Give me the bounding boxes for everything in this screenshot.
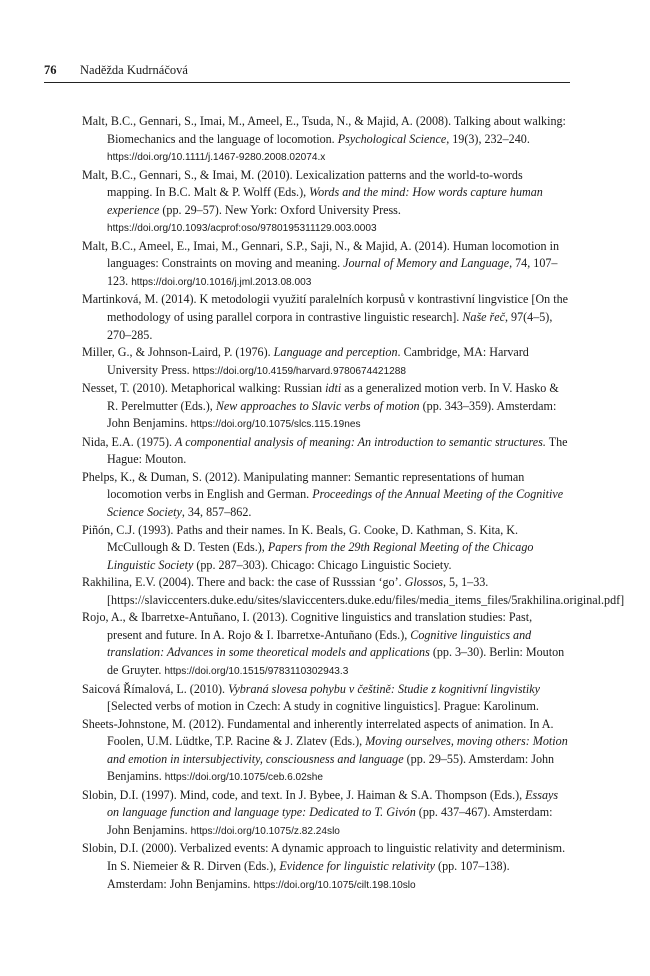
running-head-author: Naděžda Kudrnáčová <box>80 63 188 77</box>
doi-link[interactable]: https://doi.org/10.1016/j.jml.2013.08.003 <box>131 276 312 288</box>
doi-link[interactable]: https://doi.org/10.4159/harvard.9780674421288 <box>192 365 406 377</box>
page-number: 76 <box>44 63 57 77</box>
doi-link[interactable]: https://doi.org/10.1075/cilt.198.10slo <box>253 879 416 891</box>
doi-link[interactable]: https://doi.org/10.1515/9783110302943.3 <box>164 665 349 677</box>
reference-entry: Phelps, K., & Duman, S. (2012). Manipulating manner: Semantic representations of human locomotion verbs in English and German. Proceedings of the Annual Meeting of the Cognitive Science Society, 34, 857–862. <box>82 469 564 520</box>
doi-link[interactable]: https://doi.org/10.1111/j.1467-9280.2008.02074.x <box>107 152 326 164</box>
reference-entry: Malt, B.C., Ameel, E., Imai, M., Gennari, S.P., Saji, N., & Majid, A. (2014). Human locomotion in languages: Constraints on moving and meaning. Journal of Memory and Language, 74, 107–123. https://doi.org/10.1016/j.jml.2013.08.003 <box>82 238 559 288</box>
reference-list <box>82 113 625 894</box>
doi-link[interactable]: https://doi.org/10.1075/z.82.24slo <box>190 825 340 837</box>
reference-entry: Martinková, M. (2014). K metodologii využití paralelních korpusů v kontrastivní lingvistice [On the methodology of using parallel corpora in contrastive linguistic research]. Naše řeč, 97(4–5), 270–285. <box>82 292 569 342</box>
reference-entry: Sheets-Johnstone, M. (2012). Fundamental and inherently interrelated aspects of animation. In A. Foolen, U.M. Lüdtke, T.P. Racine & J. Zlatev (Eds.), Moving ourselves, moving others: Motion and emotion in intersubjectivity, consciousness and language (pp. 29–55). Amsterdam: John Benjamins. https://doi.org/10.1075/ceb.6.02she <box>82 716 568 784</box>
reference-entry: Saicová Římalová, L. (2010). Vybraná slovesa pohybu v češtině: Studie z kognitivní lingvistiky [Selected verbs of motion in Czech: A study in cognitive linguistics]. Prague: Karolinum. <box>82 681 541 714</box>
reference-entry: Nesset, T. (2010). Metaphorical walking: Russian idti as a generalized motion verb. In V. Hasko & R. Perelmutter (Eds.), New approaches to Slavic verbs of motion (pp. 343–359). Amsterdam: John Benjamins. https://doi.org/10.1075/slcs.115.19nes <box>82 381 559 431</box>
doi-link[interactable]: https://doi.org/10.1075/ceb.6.02she <box>164 772 324 784</box>
reference-entry: Malt, B.C., Gennari, S., & Imai, M. (2010). Lexicalization patterns and the world-to-words mapping. In B.C. Malt & P. Wolff (Eds.), Words and the mind: How words capture human experience (pp. 29–57). New York: Oxford University Press. https://doi.org/10.1093/acprof:oso/9780195311129.003.0003 <box>82 167 543 235</box>
reference-entry: Rakhilina, E.V. (2004). There and back: the case of Russsian ‘go’. Glossos, 5, 1–33. [https://slaviccenters.duke.edu/sites/slaviccenters.duke.edu/files/media_items_files/5rakhilina.original.pdf] <box>82 575 625 607</box>
reference-entry: Slobin, D.I. (1997). Mind, code, and text. In J. Bybee, J. Haiman & S.A. Thompson (Eds.), Essays on language function and language type: Dedicated to T. Givón (pp. 437–467). Amsterdam: John Benjamins. https://doi.org/10.1075/z.82.24slo <box>82 787 559 837</box>
reference-entry: Piñón, C.J. (1993). Paths and their names. In K. Beals, G. Cooke, D. Kathman, S. Kita, K. McCullough & D. Testen (Eds.), Papers from the 29th Regional Meeting of the Chicago Linguistic Society (pp. 287–303). Chicago: Chicago Linguistic Society. <box>82 522 534 572</box>
running-head <box>44 62 570 83</box>
reference-entry: Miller, G., & Johnson-Laird, P. (1976). Language and perception. Cambridge, MA: Harvard University Press. https://doi.org/10.4159/harvard.9780674421288 <box>82 345 529 377</box>
doi-link[interactable]: https://doi.org/10.1075/slcs.115.19nes <box>190 419 361 431</box>
reference-entry: Nida, E.A. (1975). A componential analysis of meaning: An introduction to semantic structures. The Hague: Mouton. <box>82 434 568 467</box>
reference-entry: Rojo, A., & Ibarretxe-Antuñano, I. (2013). Cognitive linguistics and translation studies: Past, present and future. In A. Rojo & I. Ibarretxe-Antuñano (Eds.), Cognitive linguistics and translation: Advances in some theoretical models and applications (pp. 3–30). Berlin: Mouton de Gruyter. https://doi.org/10.1515/9783110302943.3 <box>82 610 565 677</box>
reference-entry: Slobin, D.I. (2000). Verbalized events: A dynamic approach to linguistic relativity and determinism. In S. Niemeier & R. Dirven (Eds.), Evidence for linguistic relativity (pp. 107–138). Amsterdam: John Benjamins. https://doi.org/10.1075/cilt.198.10slo <box>82 841 566 891</box>
doi-link[interactable]: https://doi.org/10.1093/acprof:oso/9780195311129.003.0003 <box>107 223 377 235</box>
reference-entry: Malt, B.C., Gennari, S., Imai, M., Ameel, E., Tsuda, N., & Majid, A. (2008). Talking about walking: Biomechanics and the language of locomotion. Psychological Science, 19(3), 232–240. https://doi.org/10.1111/j.1467-9280.2008.02074.x <box>82 114 566 164</box>
